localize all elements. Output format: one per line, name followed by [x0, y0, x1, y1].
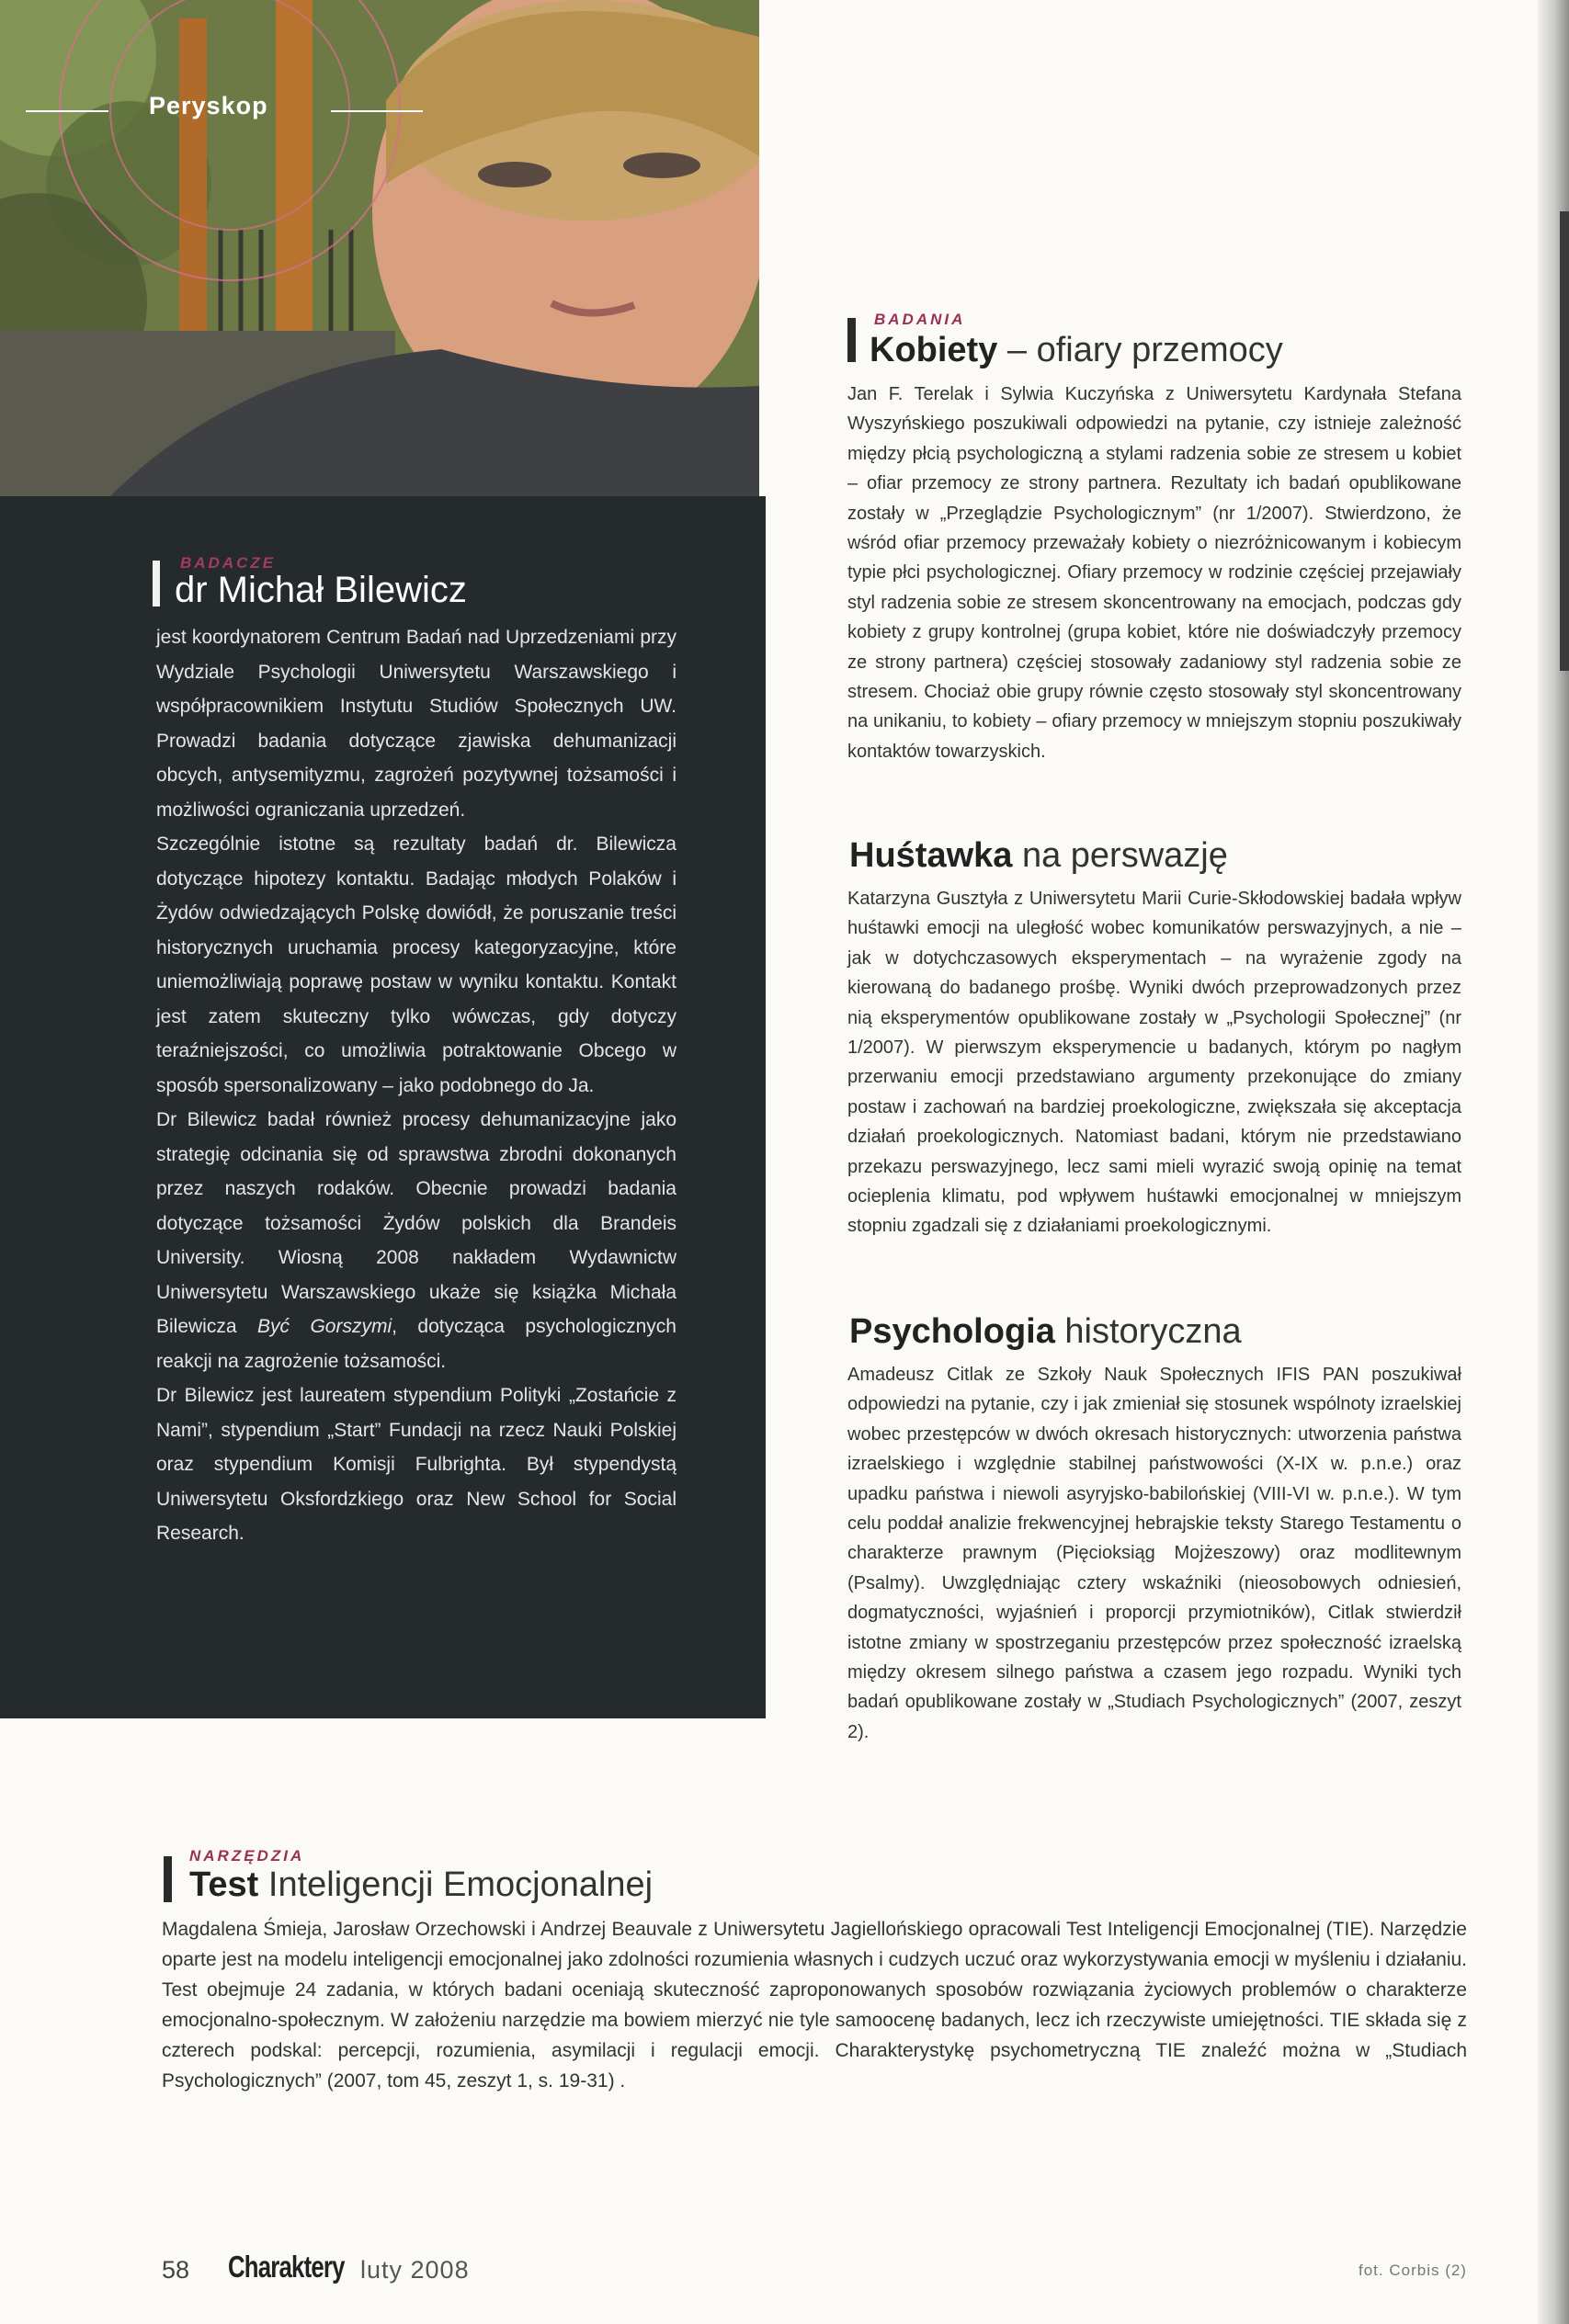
article-title-2-bold: Huśtawka	[849, 836, 1013, 875]
tools-text: Magdalena Śmieja, Jarosław Orzechowski i Andrzej Beauvale z Uniwersytetu Jagiellońskiego opracowali Test Inteligencji Emocjonalnej (TIE). Narzędzie oparte jest na modelu inteligencji emocjonalnej jako zdolności rozumienia własnych i cudzych uczuć oraz wykorzystywania emocji w myśleniu i działaniu. Test obejmuje 24 zadania, w których badani oceniają skuteczność zaproponowanych sposobów rozwiązania życiowych problemów o charakterze emocjonalno-społecznym. W założeniu narzędzie ma bowiem mierzyć nie tyle samoocenę badanych, lecz ich rzeczywiste umiejętności. TIE składa się z czterech podskal: percepcji, rozumienia, asymilacji i regulacji emocji. Charakterystykę psychometryczną TIE znaleźć można w „Studiach Psychologicznych” (2007, tom 45, zeszyt 1, s. 19-31) .	[162, 1919, 1467, 2092]
page-edge-shadow	[1560, 211, 1569, 671]
bio-paragraph-2: Szczególnie istotne są rezultaty badań dr. Bilewicza dotyczące hipotezy kontaktu. Badając młodych Polaków i Żydów odwiedzających Polskę dowiódł, że poruszanie treści historycznych uruchamia procesy kategoryzacyjne, które uniemożliwiają poprawę postaw w wyniku kontaktu. Kontakt jest zatem skuteczny tylko wówczas, gdy dotyczy teraźniejszości, co umożliwia potraktowanie Obcego w sposób spersonalizowany – jako podobnego do Ja.	[156, 833, 676, 1096]
tools-title-rest: Inteligencji Emocjonalnej	[258, 1865, 654, 1904]
bio-paragraph-1: jest koordynatorem Centrum Badań nad Uprzedzeniami przy Wydziale Psychologii Uniwersytetu Warszawskiego i współpracownikiem Instytutu Studiów Społecznych UW. Prowadzi badania dotyczące zjawiska dehumanizacji obcych, antysemityzmu, zagrożeń pozytywnej tożsamości i możliwości ograniczania uprzedzeń.	[156, 627, 676, 821]
tools-kicker: NARZĘDZIA	[189, 1847, 305, 1865]
portrait-illustration	[0, 0, 759, 496]
section-label-rule-left	[26, 110, 108, 112]
article-body-1: Jan F. Terelak i Sylwia Kuczyńska z Uniwersytetu Kardynała Stefana Wyszyńskiego poszukiwali odpowiedzi na pytanie, czy istnieje zależność między płcią psychologiczną a stylami radzenia sobie ze stresem u kobiet – ofiar przemocy ze strony partnera. Rezultaty ich badań opublikowane zostały w „Przeglądzie Psychologicznym” (nr 1/2007). Stwierdzono, że wśród ofiar przemocy przeważały kobiety o niezróżnicowanym i kobiecym typie płci psychologicznej. Ofiary przemocy w rodzinie częściej przejawiały styl radzenia sobie ze stresem skoncentrowany na emocjach, podczas gdy kobiety z grupy kontrolnej (grupa kobiet, które nie doświadczyły przemocy ze strony partnera) częściej stosowały zadaniowy styl radzenia sobie ze stresem. Chociaż obie grupy równie często stosowały styl skoncentrowany na unikaniu, to kobiety – ofiary przemocy w mniejszym stopniu poszukiwały kontaktów towarzyskich.	[847, 384, 1461, 762]
article-text-2	[847, 884, 1461, 1241]
article-title-3-rest: historyczna	[1054, 1312, 1242, 1351]
article-text-3	[847, 1360, 1461, 1747]
section-label: Peryskop	[149, 92, 268, 119]
issue-date: luty 2008	[360, 2256, 470, 2284]
researcher-accent-bar	[153, 561, 160, 607]
article-title-2-rest: na perswazję	[1012, 836, 1228, 875]
studies-kicker: BADANIA	[874, 311, 966, 328]
tools-title	[189, 1865, 653, 1905]
article-body-2: Katarzyna Gusztyła z Uniwersytetu Marii Curie-Skłodowskiej badała wpływ huśtawki emocji na uległość wobec komunikatów perswazyjnych, a nie – jak w dotychczasowych eksperymentach – na wyrażenie zgody na kierowaną do badanego prośbę. Wyniki dwóch przeprowadzonych przez nią eksperymentów opublikowane zostały w „Psychologii Społecznej” (nr 1/2007). W pierwszym eksperymencie u badanych, którym po nagłym przerwaniu emocji przedstawiano argumenty przekonujące do zmiany postaw i zachowań na bardziej proekologiczne, zwiększała się akceptacja działań proekologicznych. Natomiast badani, którym nie przedstawiano przekazu perswazyjnego, lecz sami mieli wyrazić swoją opinię na temat ocieplenia klimatu, pod wpływem huśtawki emocjonalnej w mniejszym stopniu zgadzali się z działaniami proekologicznymi.	[847, 889, 1461, 1237]
researchers-kicker: BADACZE	[180, 554, 277, 572]
portrait-photo	[0, 0, 759, 496]
studies-accent-bar	[847, 318, 856, 362]
bio-paragraph-4: Dr Bilewicz jest laureatem stypendium Polityki „Zostańcie z Nami”, stypendium „Start” Fundacji na rzecz Nauki Polskiej oraz stypendium Komisji Fulbrighta. Był stypendystą Uniwersytetu Oksfordzkiego oraz New School for Social Research.	[156, 1385, 676, 1544]
magazine-logo: Charaktery	[228, 2250, 345, 2284]
photo-credit: fot. Corbis (2)	[1359, 2262, 1467, 2279]
section-label-rule-right	[331, 110, 423, 112]
page-number: 58	[162, 2256, 190, 2284]
article-title-3	[849, 1312, 1242, 1352]
book-title: Być Gorszymi	[256, 1316, 392, 1337]
article-title-2	[849, 836, 1228, 876]
article-title-1-rest: – ofiary przemocy	[997, 331, 1283, 369]
article-body-3: Amadeusz Citlak ze Szkoły Nauk Społecznych IFIS PAN poszukiwał odpowiedzi na pytanie, czy i jak zmieniał się stosunek wspólnoty izraelskiej wobec przestępców w dwóch okresach historycznych: utworzenia państwa izraelskiego i względnie stabilnej państwowości (X-IX w. p.n.e.) oraz upadku państwa i niewoli asyryjsko-babilońskiej (VIII-VI w. p.n.e.). W tym celu poddał analizie frekwencyjnej hebrajskie teksty Starego Testamentu o charakterze prawnym (Pięcioksiąg Mojżeszowy) oraz modlitewnym (Psalmy). Uwzględniając cztery wskaźniki (nieosobowych odniesień, dogmatyczności, wyjaśnień i proporcji przymiotników), Citlak stwierdził istotne zmiany w spostrzeganiu przestępców przez społeczność izraelską między okresem silnego państwa a czasem jego rozpadu. Wyniki tych badań opublikowane zostały w „Studiach Psychologicznych” (2007, zeszyt 2).	[847, 1365, 1461, 1742]
article-title-3-bold: Psychologia	[849, 1312, 1055, 1351]
article-text-1	[847, 380, 1461, 766]
researcher-name: dr Michał Bilewicz	[175, 570, 467, 610]
bio-paragraph-3	[156, 1103, 676, 1378]
researcher-bio	[156, 620, 676, 1551]
tools-accent-bar	[164, 1856, 172, 1902]
tools-title-bold: Test	[189, 1865, 259, 1904]
article-title-1-bold: Kobiety	[870, 331, 998, 369]
bio-paragraph-3-tail: , dotycząca psychologicznych reakcji na zagrożenie tożsamości.	[156, 1316, 676, 1372]
bio-paragraph-3-lead: Dr Bilewicz badał również procesy dehumanizacyjne jako strategię odcinania się od sprawstwa zbrodni dokonanych przez naszych rodaków. Obecnie prowadzi badania dotyczące tożsamości Żydów polskich dla Brandeis University. Wiosną 2008 nakładem Wydawnictw Uniwersytetu Warszawskiego ukaże się książka Michała Bilewicza	[156, 1109, 676, 1337]
article-title-1	[870, 331, 1283, 370]
